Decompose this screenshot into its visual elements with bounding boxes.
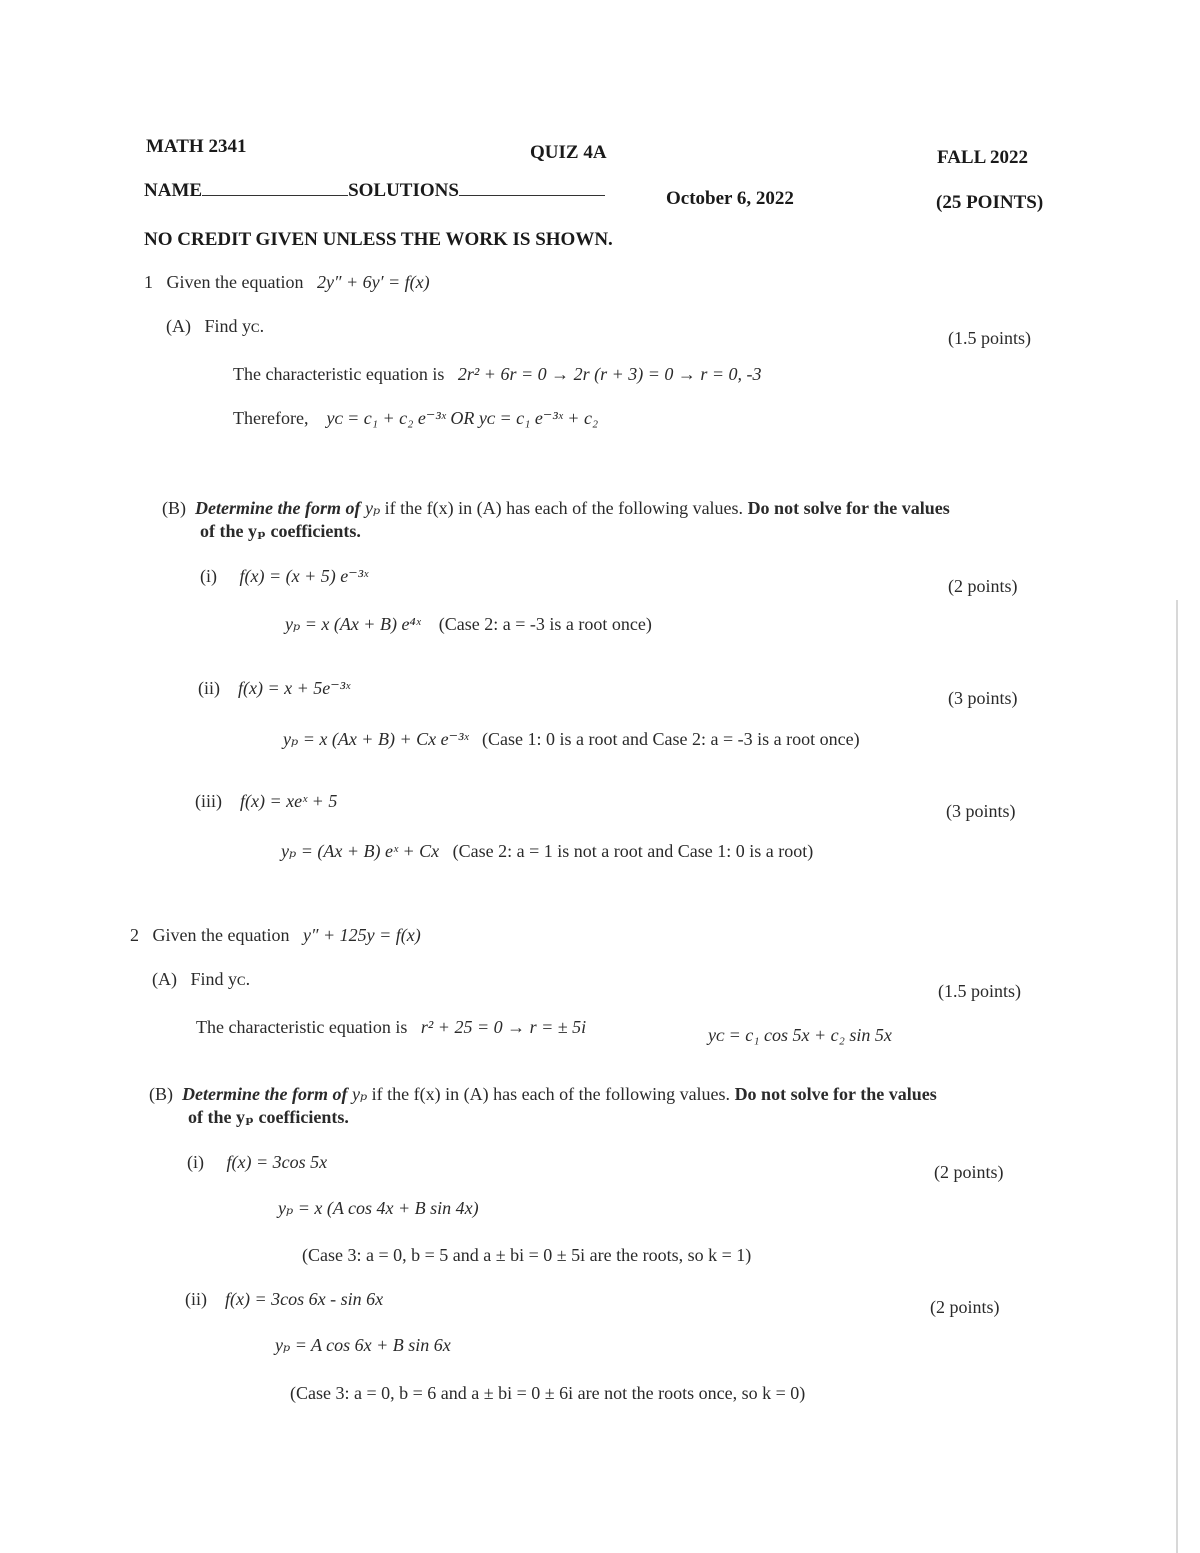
- course-code: MATH 2341: [146, 136, 247, 157]
- q2a-row: [152, 969, 250, 990]
- q2a-char-math: r² + 25 = 0 → r = ± 5i: [420, 1017, 587, 1037]
- q1b-iii-points: (3 points): [946, 801, 1016, 821]
- q1b-ii-fx: f(x) = x + 5e⁻³ˣ: [238, 678, 351, 698]
- q1a-therefore: Therefore,: [233, 408, 309, 428]
- q1b-i-label: (i): [200, 566, 217, 586]
- q1b-i-row: [200, 566, 368, 587]
- q1b-bold2: Do not solve for the values: [747, 498, 950, 518]
- q1a-text: Find yᴄ.: [204, 316, 265, 336]
- q2b-bold2: Do not solve for the values: [734, 1084, 937, 1104]
- q1b-iii-label: (iii): [195, 791, 222, 811]
- q1b-i-fx: f(x) = (x + 5) e⁻³ˣ: [239, 566, 369, 586]
- q1b-iii-row: [195, 791, 337, 812]
- q2a-char-text: The characteristic equation is: [196, 1017, 408, 1037]
- q2b-label: (B): [149, 1084, 173, 1104]
- q2-equation: y″ + 125y = f(x): [302, 925, 421, 945]
- name-value: SOLUTIONS: [348, 180, 459, 201]
- q2-prompt-row: [130, 925, 421, 946]
- q2b-bold3: of the yₚ coefficients.: [188, 1107, 349, 1127]
- q1-prompt-row: [144, 272, 430, 293]
- quiz-date: October 6, 2022: [666, 188, 794, 209]
- q1b-text: if the f(x) in (A) has each of the following values.: [384, 498, 744, 518]
- q2b-ii-row: [185, 1289, 383, 1310]
- q1-prompt: Given the equation: [166, 272, 304, 292]
- q1-number: 1: [144, 272, 153, 292]
- q1b-i-points: (2 points): [948, 576, 1018, 596]
- q2a-text: Find yᴄ.: [190, 969, 251, 989]
- q1b-ii-answer: [283, 729, 860, 750]
- q1a-char-math: 2r² + 6r = 0 → 2r (r + 3) = 0 → r = 0, -3: [457, 364, 762, 384]
- q1b-bold: Determine the form of: [195, 498, 361, 518]
- q1b-label: (B): [162, 498, 186, 518]
- q1b-iii-case: (Case 2: a = 1 is not a root and Case 1: 0 is a root): [452, 841, 814, 861]
- q1b-bold3: of the yₚ coefficients.: [200, 521, 361, 541]
- q1a-char-text: The characteristic equation is: [233, 364, 445, 384]
- q2b-i-fx: f(x) = 3cos 5x: [226, 1152, 328, 1172]
- q1b-iii-fx: f(x) = xeˣ + 5: [240, 791, 338, 811]
- q1a-label: (A): [166, 316, 191, 336]
- q1a-yc: yᴄ = c₁ + c₂ e⁻³ˣ OR yᴄ = c₁ e⁻³ˣ + c₂: [326, 408, 599, 428]
- q2-number: 2: [130, 925, 139, 945]
- q1a-row: [166, 316, 264, 337]
- q2b-ii-points: (2 points): [930, 1297, 1000, 1317]
- name-underline-2: [459, 181, 605, 196]
- q1b-ii-case: (Case 1: 0 is a root and Case 2: a = -3 is a root once): [482, 729, 860, 749]
- q2b-ii-yp: yₚ = A cos 6x + B sin 6x: [275, 1335, 451, 1355]
- q2b-bold: Determine the form of: [182, 1084, 348, 1104]
- q1b-i-yp: yₚ = x (Ax + B) e⁴ˣ: [285, 614, 421, 634]
- scan-edge-shadow: [1176, 600, 1178, 1553]
- q2b-text: if the f(x) in (A) has each of the following values.: [371, 1084, 731, 1104]
- q1-equation: 2y″ + 6y′ = f(x): [316, 272, 430, 292]
- q2b-ii-fx: f(x) = 3cos 6x - sin 6x: [225, 1289, 384, 1309]
- q1b-ii-row: [198, 678, 350, 699]
- q2a-points: (1.5 points): [938, 981, 1021, 1001]
- q2a-yc: yᴄ = c₁ cos 5x + c₂ sin 5x: [708, 1025, 892, 1045]
- q1b-i-case: (Case 2: a = -3 is a root once): [438, 614, 652, 634]
- q2-prompt: Given the equation: [152, 925, 290, 945]
- q1b-row: [162, 498, 950, 519]
- q1b-ii-label: (ii): [198, 678, 220, 698]
- q2b-i-points: (2 points): [934, 1162, 1004, 1182]
- q2b-ii-label: (ii): [185, 1289, 207, 1309]
- q2b-i-case: (Case 3: a = 0, b = 5 and a ± bi = 0 ± 5i are the roots, so k = 1): [302, 1245, 752, 1265]
- q1a-points: (1.5 points): [948, 328, 1031, 348]
- q2b-i-label: (i): [187, 1152, 204, 1172]
- name-row: [144, 180, 605, 202]
- q1b-i-answer: [285, 614, 652, 635]
- q1b-ii-yp: yₚ = x (Ax + B) + Cx e⁻³ˣ: [283, 729, 469, 749]
- quiz-title: QUIZ 4A: [530, 142, 607, 163]
- q1b-iii-yp: yₚ = (Ax + B) eˣ + Cx: [281, 841, 440, 861]
- instruction: NO CREDIT GIVEN UNLESS THE WORK IS SHOWN.: [144, 229, 613, 250]
- q2b-i-yp: yₚ = x (A cos 4x + B sin 4x): [278, 1198, 479, 1218]
- q1b-yp: yₚ: [364, 498, 381, 518]
- term: FALL 2022: [937, 147, 1028, 168]
- q2b-ii-case: (Case 3: a = 0, b = 6 and a ± bi = 0 ± 6i are not the roots once, so k = 0): [290, 1383, 806, 1403]
- q1a-work-line2: [233, 408, 598, 429]
- q1b-iii-answer: [281, 841, 813, 862]
- q2b-row: [149, 1084, 937, 1105]
- q2b-yp: yₚ: [351, 1084, 368, 1104]
- name-label: NAME: [144, 180, 203, 201]
- q1a-work-line1: [233, 364, 762, 385]
- q2b-i-row: [187, 1152, 327, 1173]
- total-points: (25 POINTS): [936, 192, 1044, 213]
- q1b-ii-points: (3 points): [948, 688, 1018, 708]
- name-underline: [202, 181, 348, 196]
- q2a-work-line: [196, 1017, 586, 1038]
- q2a-label: (A): [152, 969, 177, 989]
